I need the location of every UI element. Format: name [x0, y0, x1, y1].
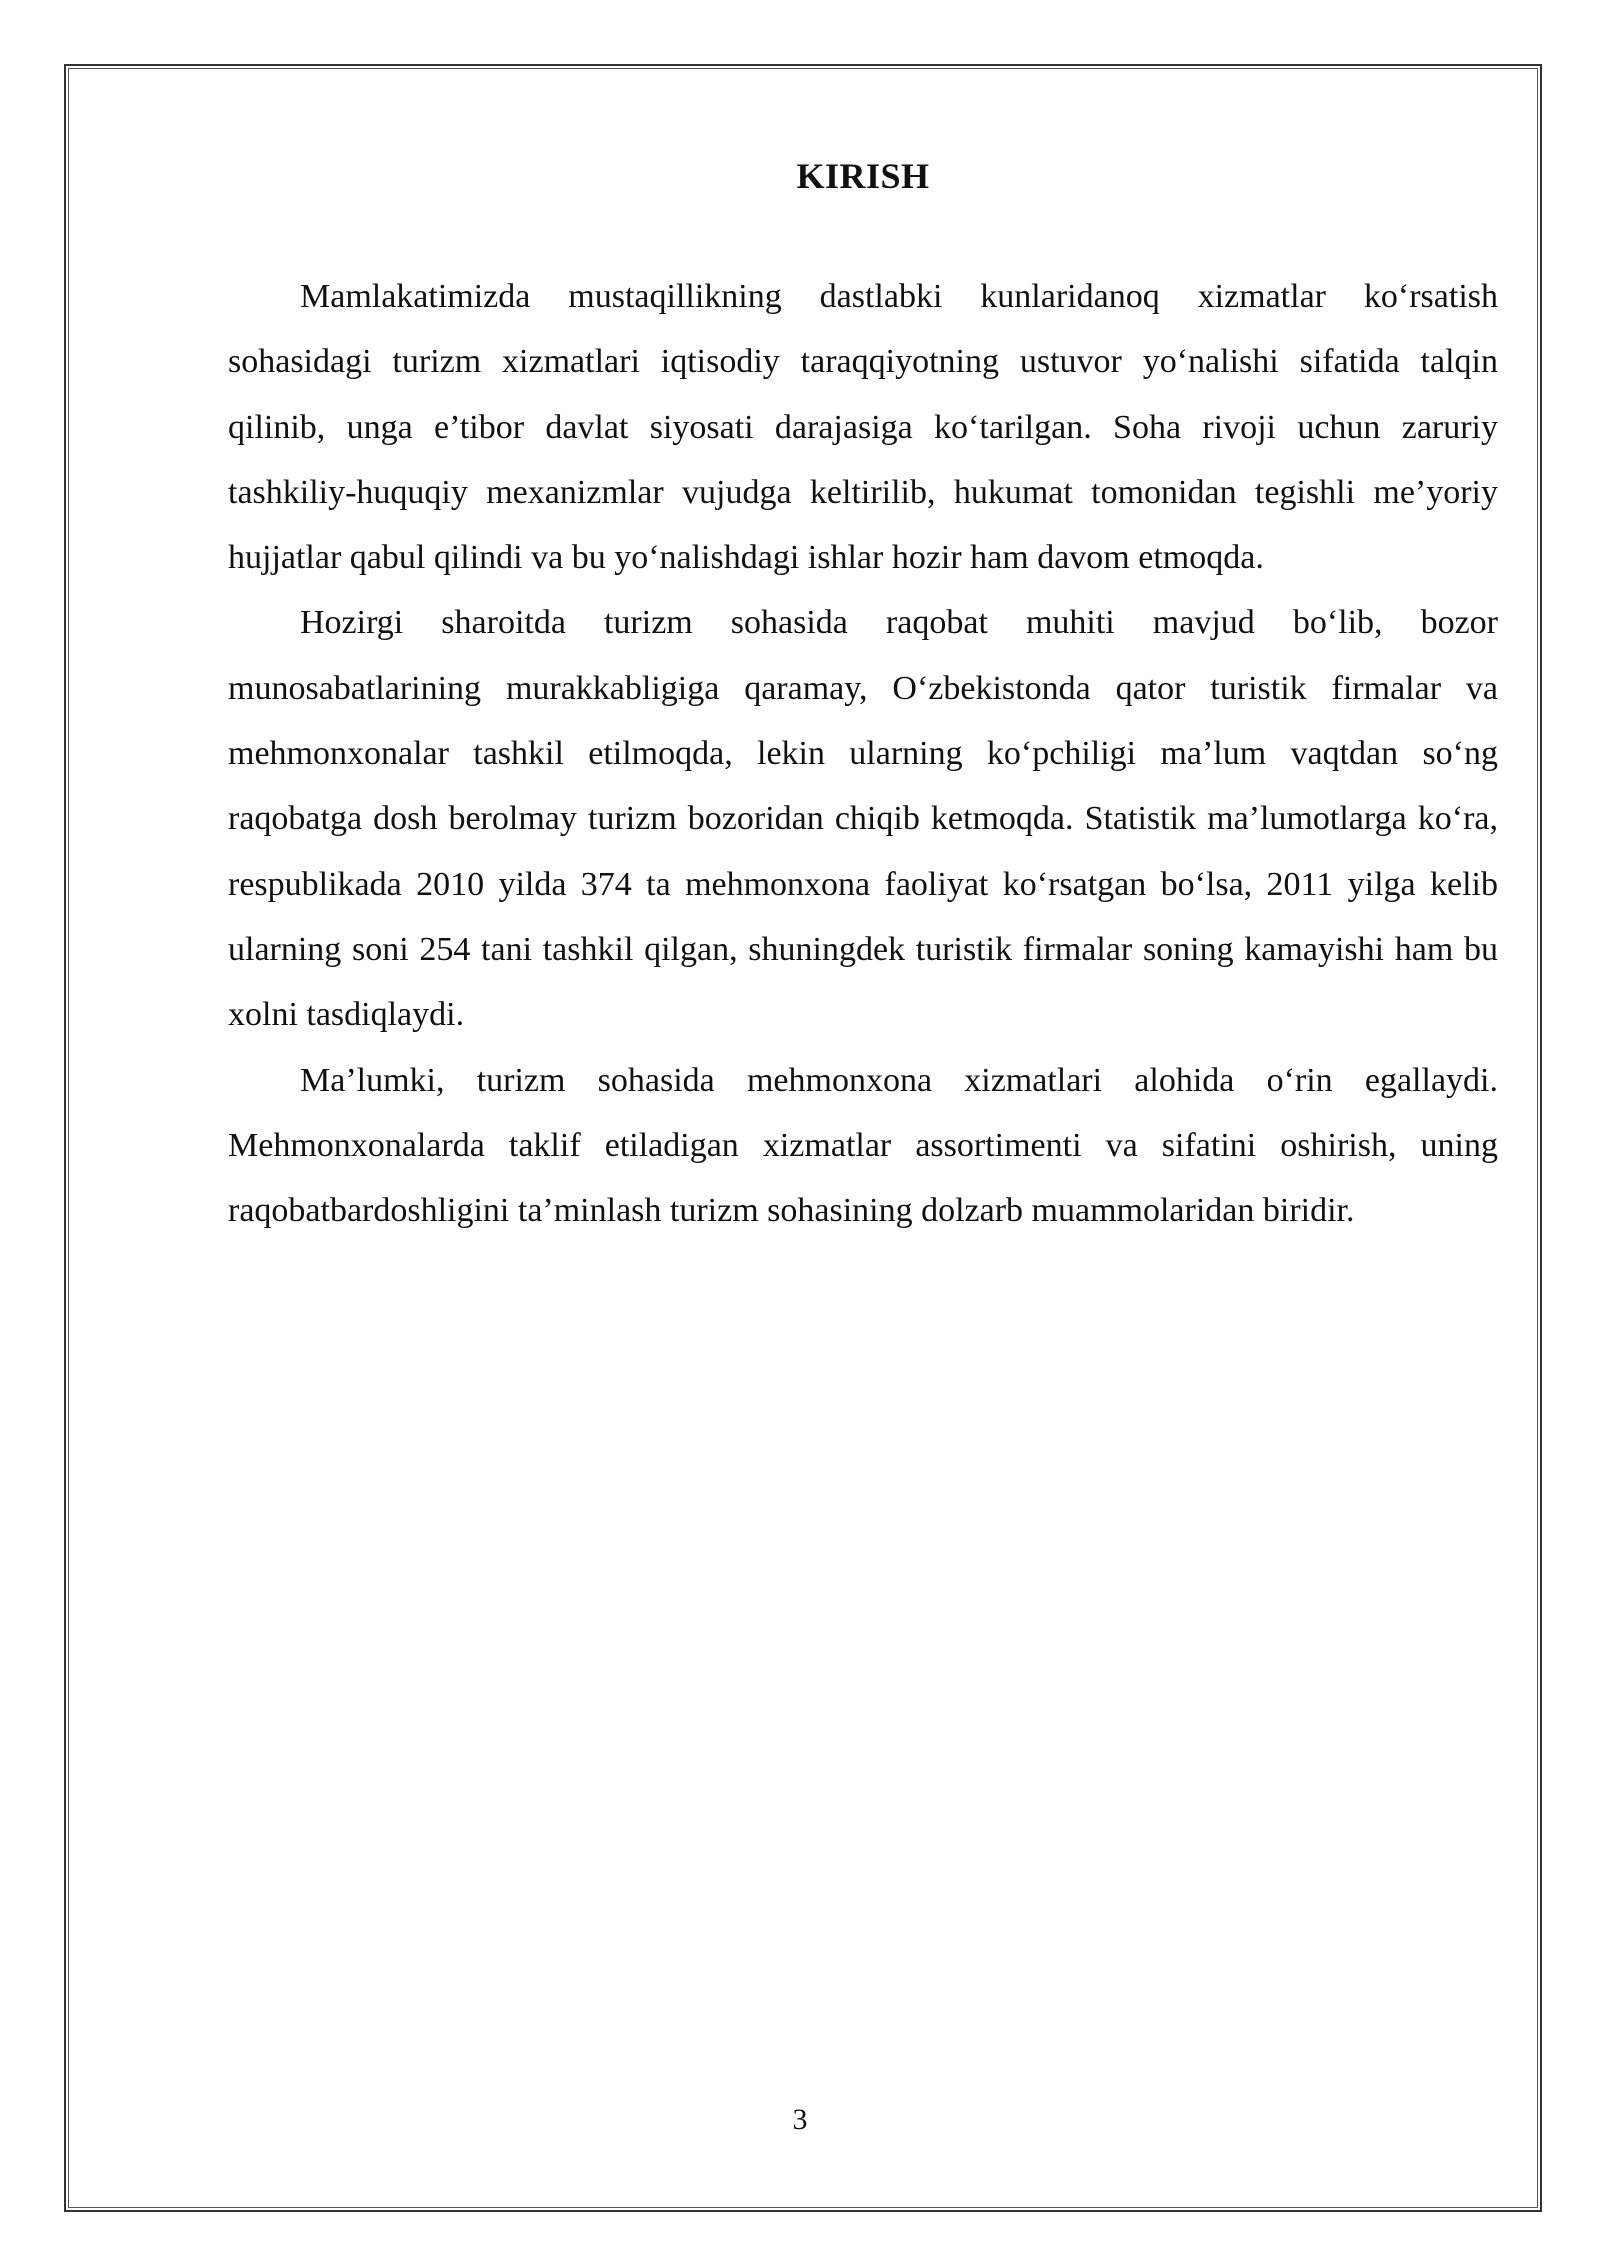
paragraph-2: Hozirgi sharoitda turizm sohasida raqobat muhiti mavjud bo‘lib, bozor munosabatlarining murakkabligiga qaramay, O‘zbekistonda qator turistik firmalar va mehmonxonalar tashkil etilmoqda, lekin ularning ko‘pchiligi ma’lum vaqtdan so‘ng raqobatga dosh berolmay turizm bozoridan chiqib ketmoqda. Statistik ma’lumotlarga ko‘ra, respublikada 2010 yilda 374 ta mehmonxona faoliyat ko‘rsatgan bo‘lsa, 2011 yilga kelib ularning soni 254 tani tashkil qilgan, shuningdek turistik firmalar soning kamayishi ham bu xolni tasdiqlaydi.: [228, 604, 1498, 1034]
page-number: 3: [792, 2103, 808, 2136]
section-title: KIRISH: [796, 156, 930, 196]
paragraph-3: Ma’lumki, turizm sohasida mehmonxona xizmatlari alohida o‘rin egallaydi. Mehmonxonalarda taklif etiladigan xizmatlar assortimenti va sifatini oshirish, uning raqobatbardoshligini ta’minlash turizm sohasining dolzarb muammolaridan biridir.: [228, 1061, 1498, 1230]
paragraph-1: Mamlakatimizda mustaqillikning dastlabki kunlaridanoq xizmatlar ko‘rsatish sohasidagi turizm xizmatlari iqtisodiy taraqqiyotning ustuvor yo‘nalishi sifatida talqin qilinib, unga e’tibor davlat siyosati darajasiga ko‘tarilgan. Soha rivoji uchun zaruriy tashkiliy-huquqiy mexanizmlar vujudga keltirilib, hukumat tomonidan tegishli me’yoriy hujjatlar qabul qilindi va bu yo‘nalishdagi ishlar hozir ham davom etmoqda.: [228, 278, 1498, 577]
document-body: [228, 150, 1498, 1243]
